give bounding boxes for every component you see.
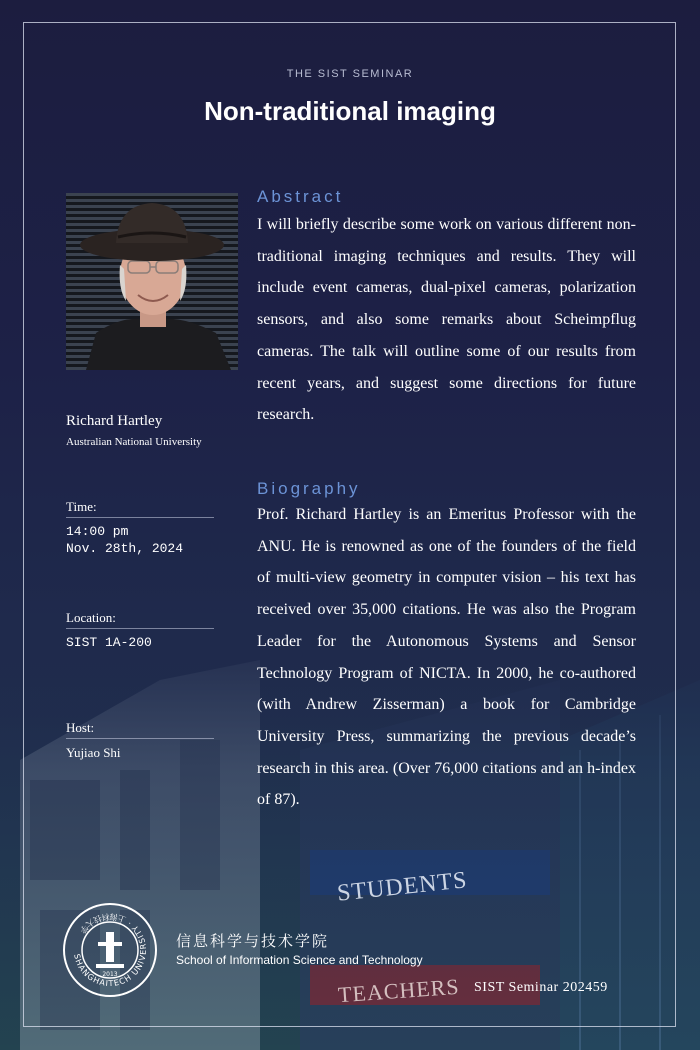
location-value: SIST 1A-200 <box>66 635 152 650</box>
host-block <box>66 720 214 761</box>
svg-text:SHANGHAITECH UNIVERSITY · 上海科技: SHANGHAITECH UNIVERSITY · 上海科技大学 <box>72 911 149 989</box>
location-label: Location: <box>66 610 116 625</box>
school-name-english: School of Information Science and Technology <box>176 953 423 967</box>
speaker-affiliation: Australian National University <box>66 436 202 448</box>
seminar-series-label: THE SIST SEMINAR <box>286 68 414 80</box>
host-value: Yujiao Shi <box>66 745 121 760</box>
speaker-portrait-illustration <box>66 193 238 370</box>
students-sign: STUDENTS <box>335 867 469 907</box>
date-value: Nov. 28th, 2024 <box>66 541 184 556</box>
speaker-photo <box>66 193 238 370</box>
abstract-heading: Abstract <box>257 187 344 206</box>
teachers-sign: TEACHERS <box>337 973 461 1008</box>
speaker-name: Richard Hartley <box>66 413 163 429</box>
location-divider <box>66 628 214 629</box>
host-label: Host: <box>66 720 95 735</box>
seminar-number: SIST Seminar 202459 <box>474 980 608 995</box>
biography-text: Prof. Richard Hartley is an Emeritus Professor with the ANU. He is renowned as one of the founders of the field of multi-view geometry in computer vision – his text has received over 35,000 citations. He was also the Program Leader for the Autonomous Systems and Sensor Technology Program of NICTA. In 2000, he co-authored (with Andrew Zisserman) a book for Cambridge University Press, summarizing the previous decade’s research in this area. (Over 76,000 citations and an h-index of 87). <box>257 506 636 809</box>
seal-year: 2013 <box>102 971 118 978</box>
time-value: 14:00 pm <box>66 524 129 539</box>
seal-icon <box>62 902 158 998</box>
biography-heading: Biography <box>257 479 361 498</box>
time-block <box>66 499 214 557</box>
university-seal-logo <box>62 902 158 998</box>
host-divider <box>66 738 214 739</box>
time-divider <box>66 517 214 518</box>
school-name-chinese: 信息科学与技术学院 <box>176 932 330 950</box>
talk-title: Non-traditional imaging <box>204 96 496 126</box>
abstract-text: I will briefly describe some work on various different non-traditional imaging techniques and results. They will include event cameras, dual-pixel cameras, polarization sensors, and also some remarks about Scheimpflug cameras. The talk will outline some of our results from recent years, and suggest some directions for future research. <box>257 216 636 424</box>
time-label: Time: <box>66 499 97 514</box>
location-block <box>66 610 214 651</box>
